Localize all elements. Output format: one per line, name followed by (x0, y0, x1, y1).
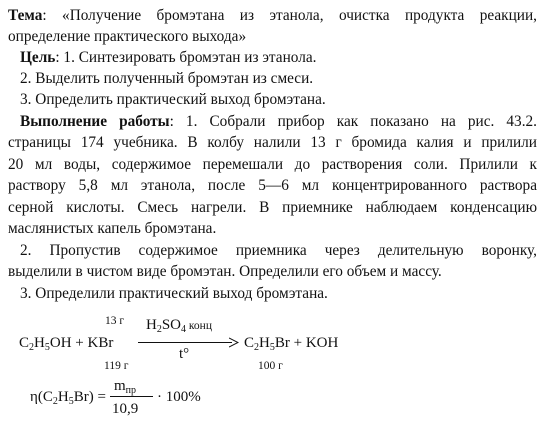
yield-denominator: 10,9 (112, 401, 139, 417)
work-text-1: : 1. Собрали прибор как показано на рис. 43.2. (169, 113, 537, 130)
goal-item-1: : 1. Синтезировать бромэтан из этанола. (55, 49, 317, 66)
goal-item-2: 2. Выделить полученный бромэтан из смеси. (20, 70, 314, 87)
work-line-3: 20 мл воды, содержимое перемешали до растворения соли. Прилили к (8, 156, 537, 173)
molar-kbr: 119 г (104, 360, 129, 372)
theme-text-1: : «Получение бромэтана из этанола, очистка продукта реакции, (42, 7, 537, 24)
theme-label: Тема (8, 7, 43, 24)
arrow-head-icon (229, 337, 239, 348)
work-step-2-line-1: 2. Пропустив содержимое приемника через делительную воронку, (20, 242, 537, 259)
products: $C_2H_5Br$ + KOH (244, 335, 339, 353)
yield-multiplier: · 100% (157, 389, 201, 405)
work-label: Выполнение работы (20, 113, 170, 130)
reaction-arrow (138, 342, 232, 343)
reagent-label: $H_2SO_4$ конц (146, 317, 212, 335)
theme-line-2: определение практического выхода» (8, 28, 247, 45)
work-step-3: 3. Определили практический выход бромэтана. (20, 285, 328, 302)
mass-kbr: 13 г (105, 315, 125, 327)
goal-item-3: 3. Определить практический выход бромэтана. (20, 91, 326, 108)
work-line-1 (20, 112, 537, 132)
goal-line-1 (20, 48, 545, 68)
work-step-2-line-2: выделили в чистом виде бромэтан. Определили его объем и массу. (8, 263, 442, 280)
yield-numerator: $m_{пр}$ (114, 378, 137, 396)
fraction-bar (110, 396, 153, 397)
mass-product: 100 г (258, 360, 283, 372)
goal-label: Цель (20, 49, 56, 66)
work-line-4: раствору 5,8 мл этанола, после 5—6 мл концентрированного раствора (8, 177, 537, 194)
work-line-6: маслянистых капель бромэтана. (8, 220, 217, 237)
condition-temperature: t° (179, 346, 190, 362)
theme-line-1 (8, 6, 537, 26)
reactants: $C_2H_5OH$ + KBr (19, 335, 114, 353)
yield-lhs: $\eta(C_2H_5Br)$ = (30, 389, 106, 407)
work-line-2: страницы 174 учебника. В колбу налили 13 г бромида калия и прилили (8, 134, 537, 151)
work-line-5: серной кислоты. Смесь нагрели. В приемнике наблюдаем конденсацию (8, 199, 537, 216)
